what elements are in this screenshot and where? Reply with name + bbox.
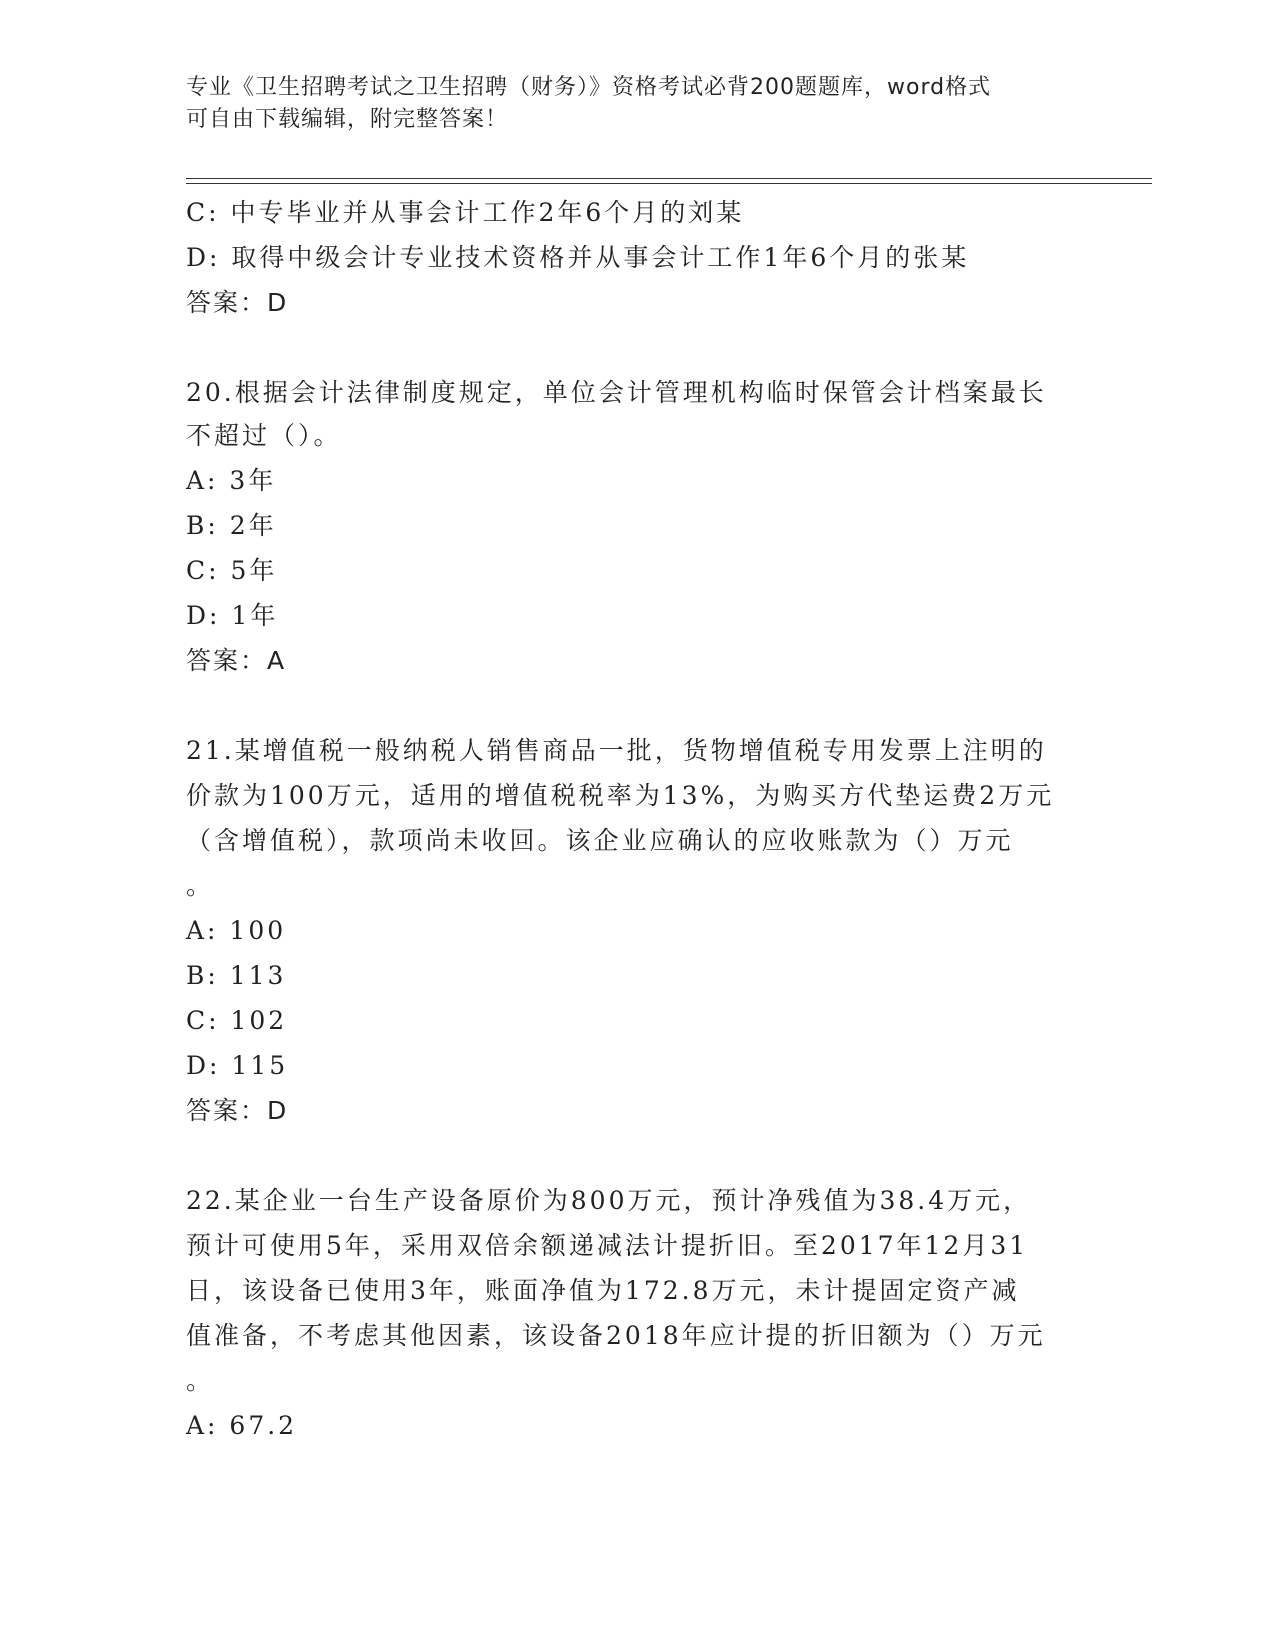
header-rule-bottom (186, 183, 1152, 184)
q20-stem-line-2: 不超过（）。 (186, 421, 342, 450)
q20-answer: 答案：A (186, 646, 287, 675)
header-line-2: 可自由下载编辑，附完整答案！ (186, 107, 509, 132)
q22-stem-line-5: 。 (186, 1366, 215, 1395)
q19-option-d: D: 取得中级会计专业技术资格并从事会计工作1年6个月的张某 (186, 243, 970, 272)
header-rule-top (186, 178, 1152, 179)
q22-stem-line-2: 预计可使用5年，采用双倍余额递减法计提折旧。至2017年12月31 (186, 1231, 1029, 1260)
q19-option-c: C: 中专毕业并从事会计工作2年6个月的刘某 (186, 198, 745, 227)
q21-option-d: D: 115 (186, 1051, 289, 1080)
q21-stem-line-2: 价款为100万元，适用的增值税税率为13%，为购买方代垫运费2万元 (186, 781, 1055, 810)
q21-option-a: A: 100 (186, 916, 287, 945)
q22-stem-line-1: 22.某企业一台生产设备原价为800万元，预计净残值为38.4万元， (186, 1186, 1032, 1215)
q20-option-c: C: 5年 (186, 556, 278, 585)
q21-option-c: C: 102 (186, 1006, 288, 1035)
document-header (186, 72, 1086, 136)
q20-option-b: B: 2年 (186, 511, 277, 540)
q21-stem-line-4: 。 (186, 871, 215, 900)
q21-stem-line-1: 21.某增值税一般纳税人销售商品一批，货物增值税专用发票上注明的 (186, 736, 1047, 765)
q21-option-b: B: 113 (186, 961, 287, 990)
header-line-1: 专业《卫生招聘考试之卫生招聘（财务）》资格考试必背200题题库，word格式 (186, 75, 992, 100)
q20-option-a: A: 3年 (186, 466, 277, 495)
q22-stem-line-3: 日，该设备已使用3年，账面净值为172.8万元，未计提固定资产减 (186, 1276, 1020, 1305)
q21-answer: 答案：D (186, 1096, 289, 1125)
q22-stem-line-4: 值准备，不考虑其他因素，该设备2018年应计提的折旧额为（）万元 (186, 1321, 1046, 1350)
q22-option-a: A: 67.2 (186, 1411, 298, 1440)
q20-option-d: D: 1年 (186, 601, 279, 630)
q19-answer: 答案：D (186, 288, 289, 317)
q20-stem-line-1: 20.根据会计法律制度规定，单位会计管理机构临时保管会计档案最长 (186, 378, 1047, 407)
q21-stem-line-3: （含增值税），款项尚未收回。该企业应确认的应收账款为（）万元 (186, 826, 1014, 855)
